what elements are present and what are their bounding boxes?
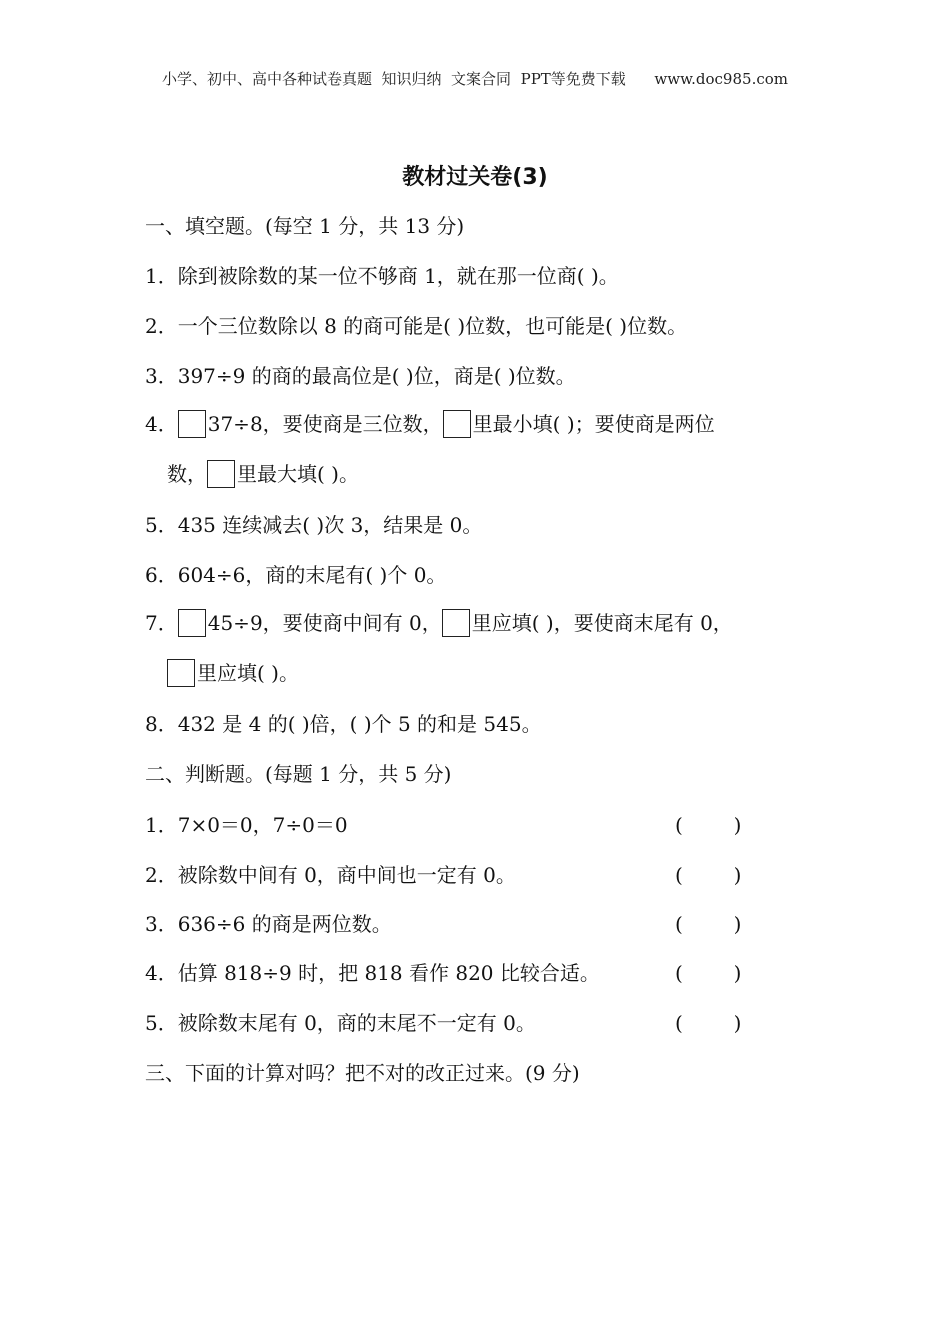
question-1-5: 5．435 连续减去( )次 3，结果是 0。 [145, 513, 483, 537]
judge-answer-4[interactable]: ( ) [675, 961, 742, 985]
judge-answer-5[interactable]: ( ) [675, 1011, 742, 1035]
judge-answer-1[interactable]: ( ) [675, 813, 742, 837]
judge-answer-3[interactable]: ( ) [675, 912, 742, 936]
question-1-7-text-b: 里应填( )，要使商末尾有 0， [471, 611, 733, 635]
answer-box[interactable] [442, 609, 470, 637]
question-1-8: 8．432 是 4 的( )倍，( )个 5 的和是 545。 [145, 712, 542, 736]
question-1-4-text-c: 数， [167, 462, 207, 486]
judge-item-2: 2．被除数中间有 0，商中间也一定有 0。 [145, 863, 516, 887]
question-1-1: 1．除到被除数的某一位不够商 1，就在那一位商( )。 [145, 264, 619, 288]
question-1-4-text-b: 里最小填( )；要使商是两位 [472, 412, 715, 436]
question-1-7-cont [167, 659, 299, 687]
answer-box[interactable] [443, 410, 471, 438]
page-title: 教材过关卷(3) [402, 165, 548, 190]
judge-item-4: 4．估算 818÷9 时，把 818 看作 820 比较合适。 [145, 961, 600, 985]
judge-answer-2[interactable]: ( ) [675, 863, 742, 887]
section1-heading: 一、填空题。(每空 1 分，共 13 分) [145, 214, 465, 238]
question-1-4-text-d: 里最大填( )。 [237, 462, 359, 486]
question-1-4-number: 4． [145, 412, 178, 436]
question-1-7-text-a: 45÷9，要使商中间有 0， [207, 611, 442, 635]
answer-box[interactable] [207, 460, 235, 488]
question-1-6: 6．604÷6，商的末尾有( )个 0。 [145, 563, 447, 587]
question-1-3: 3．397÷9 的商的最高位是( )位，商是( )位数。 [145, 364, 576, 388]
question-1-7-number: 7． [145, 611, 178, 635]
section2-heading: 二、判断题。(每题 1 分，共 5 分) [145, 762, 452, 786]
question-1-4-text-a: 37÷8，要使商是三位数， [207, 412, 443, 436]
question-1-7-text-c: 里应填( )。 [197, 661, 299, 685]
judge-item-3: 3．636÷6 的商是两位数。 [145, 912, 392, 936]
judge-item-5: 5．被除数末尾有 0，商的末尾不一定有 0。 [145, 1011, 536, 1035]
answer-box[interactable] [167, 659, 195, 687]
answer-box[interactable] [178, 410, 206, 438]
question-1-2: 2．一个三位数除以 8 的商可能是( )位数，也可能是( )位数。 [145, 314, 688, 338]
question-1-7 [145, 609, 733, 637]
question-1-4-cont [167, 460, 359, 488]
answer-box[interactable] [178, 609, 206, 637]
section3-heading: 三、下面的计算对吗？把不对的改正过来。(9 分) [145, 1061, 580, 1085]
question-1-4 [145, 410, 715, 438]
page-header: 小学、初中、高中各种试卷真题 知识归纳 文案合同 PPT等免费下载 www.doc985.com [161, 70, 788, 88]
judge-item-1: 1．7×0＝0，7÷0＝0 [145, 813, 348, 837]
